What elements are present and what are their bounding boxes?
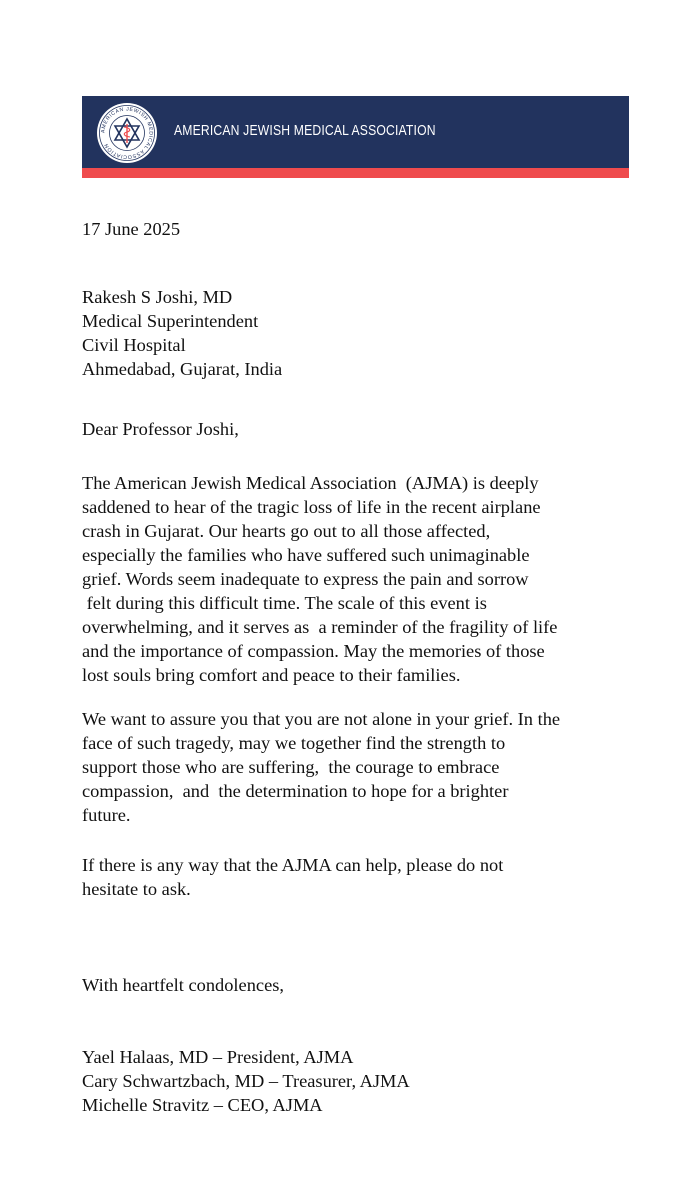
paragraph-line: crash in Gujarat. Our hearts go out to all those affected, xyxy=(82,521,491,541)
paragraph-line: compassion, and the determination to hope for a brighter xyxy=(82,781,509,801)
signatories xyxy=(82,1045,410,1117)
closing xyxy=(82,973,284,997)
letterhead xyxy=(82,96,629,178)
body-paragraph-2 xyxy=(82,707,560,827)
paragraph-line: future. xyxy=(82,805,131,825)
recipient-name: Rakesh S Joshi, MD xyxy=(82,287,233,307)
paragraph-line: We want to assure you that you are not alone in your grief. In the xyxy=(82,709,561,729)
body-paragraph-1 xyxy=(82,471,557,687)
seal-text: AMERICAN JEWISH MEDICAL ASSOCIATION xyxy=(100,106,154,160)
paragraph-line: saddened to hear of the tragic loss of life in the recent airplane xyxy=(82,497,541,517)
recipient-location: Ahmedabad, Gujarat, India xyxy=(82,359,283,379)
closing-line: With heartfelt condolences, xyxy=(82,975,284,995)
paragraph-line: overwhelming, and it serves as a reminder of the fragility of life xyxy=(82,617,558,637)
paragraph-line: The American Jewish Medical Association (AJMA) is deeply xyxy=(82,473,539,493)
date-line: 17 June 2025 xyxy=(82,219,181,239)
paragraph-line: especially the families who have suffered such unimaginable xyxy=(82,545,530,565)
body-paragraph-3 xyxy=(82,853,503,901)
recipient-title: Medical Superintendent xyxy=(82,311,259,331)
signatory-president: Yael Halaas, MD – President, AJMA xyxy=(82,1047,354,1067)
ajma-seal-icon xyxy=(96,102,158,164)
paragraph-line: If there is any way that the AJMA can help, please do not xyxy=(82,855,504,875)
paragraph-line: grief. Words seem inadequate to express the pain and sorrow xyxy=(82,569,529,589)
paragraph-line: support those who are suffering, the courage to embrace xyxy=(82,757,500,777)
letter-date xyxy=(82,217,180,241)
paragraph-line: felt during this difficult time. The scale of this event is xyxy=(82,593,487,613)
salutation xyxy=(82,417,239,441)
recipient-organization: Civil Hospital xyxy=(82,335,186,355)
letterhead-accent-stripe xyxy=(82,168,629,178)
paragraph-line: hesitate to ask. xyxy=(82,879,191,899)
signatory-ceo: Michelle Stravitz – CEO, AJMA xyxy=(82,1095,323,1115)
paragraph-line: face of such tragedy, may we together find the strength to xyxy=(82,733,506,753)
paragraph-line: lost souls bring comfort and peace to their families. xyxy=(82,665,461,685)
recipient-address xyxy=(82,285,282,381)
salutation-line: Dear Professor Joshi, xyxy=(82,419,239,439)
signatory-treasurer: Cary Schwartzbach, MD – Treasurer, AJMA xyxy=(82,1071,410,1091)
org-name: AMERICAN JEWISH MEDICAL ASSOCIATION xyxy=(174,123,436,139)
paragraph-line: and the importance of compassion. May the memories of those xyxy=(82,641,545,661)
